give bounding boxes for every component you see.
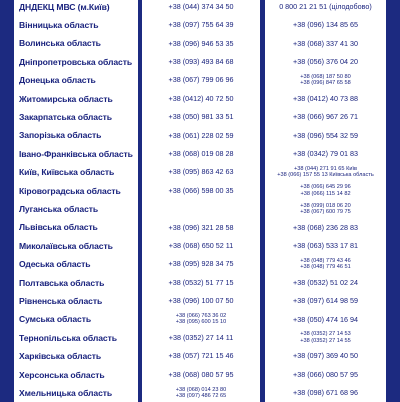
- phone-number[interactable]: +38 (068) 014 23 80: [175, 386, 227, 393]
- phone-secondary-cell: [265, 273, 386, 292]
- phone-number[interactable]: +38 (044) 271 91 65 Київ: [293, 165, 357, 172]
- region-cell: [14, 218, 138, 237]
- region-name: Сумська область: [19, 314, 91, 325]
- region-name: Херсонська область: [19, 369, 105, 380]
- phone-secondary-cell: [265, 126, 386, 145]
- phone-number[interactable]: +38 (097) 369 40 50: [293, 351, 358, 361]
- table-row: [0, 52, 400, 71]
- phone-number[interactable]: +38 (093) 493 84 68: [168, 56, 234, 66]
- phone-secondary-cell: [265, 199, 386, 218]
- phone-number[interactable]: 0 800 21 21 51 (цілодобово): [279, 1, 372, 11]
- phone-primary-cell: [142, 163, 260, 182]
- phone-primary-cell: [142, 347, 260, 366]
- phone-secondary-cell: [265, 144, 386, 163]
- phone-number[interactable]: +38 (063) 533 17 81: [293, 240, 358, 250]
- phone-primary-cell: [142, 328, 260, 347]
- phone-number[interactable]: +38 (066) 080 57 95: [293, 369, 358, 379]
- region-name: Запорізька область: [19, 130, 102, 141]
- phone-number[interactable]: +38 (096) 100 07 50: [168, 296, 234, 306]
- table-row: [0, 365, 400, 384]
- phone-secondary-cell: [265, 310, 386, 329]
- table-row: [0, 328, 400, 347]
- table-row: [0, 107, 400, 126]
- phone-primary-cell: [142, 15, 260, 34]
- phone-number[interactable]: +38 (050) 981 33 51: [168, 112, 234, 122]
- region-cell: [14, 347, 138, 366]
- region-cell: [14, 273, 138, 292]
- phone-primary-cell: [142, 236, 260, 255]
- region-cell: [14, 199, 138, 218]
- phone-number[interactable]: +38 (044) 374 34 50: [168, 1, 234, 11]
- phone-secondary-cell: [265, 71, 386, 90]
- region-name: Харківська область: [19, 351, 102, 362]
- phone-primary-cell: [142, 52, 260, 71]
- table-row: [0, 15, 400, 34]
- phone-number[interactable]: +38 (0352) 27 14 53: [300, 331, 351, 338]
- region-name: Волинська область: [19, 38, 101, 49]
- phone-number[interactable]: +38 (097) 486 72 65: [175, 392, 227, 399]
- phone-primary-cell: [142, 218, 260, 237]
- region-name: Дніпропетровська область: [19, 56, 133, 67]
- phone-secondary-cell: [265, 383, 386, 402]
- phone-primary-cell: [142, 383, 260, 402]
- region-name: Київ, Київська область: [19, 167, 115, 178]
- region-cell: [14, 255, 138, 274]
- table-row: [0, 34, 400, 53]
- phone-number[interactable]: +38 (0412) 40 72 50: [168, 93, 234, 103]
- region-name: Луганська область: [19, 203, 99, 214]
- region-cell: [14, 163, 138, 182]
- phone-number[interactable]: +38 (068) 236 28 83: [293, 222, 358, 232]
- phone-number[interactable]: +38 (068) 019 08 28: [168, 148, 234, 158]
- phone-number[interactable]: +38 (067) 799 06 96: [168, 75, 234, 85]
- table-row: [0, 181, 400, 200]
- region-name: Житомирська область: [19, 93, 113, 104]
- phone-primary-cell: [142, 107, 260, 126]
- table-row: [0, 126, 400, 145]
- region-cell: [14, 0, 138, 16]
- table-row: [0, 310, 400, 329]
- phone-number[interactable]: +38 (048) 779 46 51: [300, 264, 351, 271]
- phone-secondary-cell: [265, 89, 386, 108]
- table-row: [0, 218, 400, 237]
- phone-number[interactable]: +38 (061) 228 02 59: [168, 130, 234, 140]
- phone-number[interactable]: +38 (050) 474 16 94: [293, 314, 358, 324]
- region-cell: [14, 89, 138, 108]
- table-row: [0, 163, 400, 182]
- phone-primary-cell: [142, 126, 260, 145]
- region-cell: [14, 126, 138, 145]
- region-name: Львівська область: [19, 222, 98, 233]
- phone-primary-cell: [142, 181, 260, 200]
- phone-number[interactable]: +38 (097) 614 98 59: [293, 296, 358, 306]
- phone-secondary-cell: [265, 163, 386, 182]
- region-cell: [14, 328, 138, 347]
- phone-secondary-cell: [265, 365, 386, 384]
- phone-secondary-cell: [265, 328, 386, 347]
- phone-number[interactable]: +38 (068) 650 52 11: [168, 240, 234, 250]
- phone-number[interactable]: +38 (068) 337 41 30: [293, 38, 358, 48]
- region-name: Хмельницька область: [19, 387, 113, 398]
- phone-primary-cell: [142, 71, 260, 90]
- phone-number[interactable]: +38 (096) 946 53 35: [168, 38, 234, 48]
- phone-number[interactable]: +38 (066) 967 26 71: [293, 112, 358, 122]
- phone-secondary-cell: [265, 236, 386, 255]
- phone-secondary-cell: [265, 181, 386, 200]
- phone-secondary-cell: [265, 107, 386, 126]
- region-name: Кіровоградська область: [19, 185, 121, 196]
- phone-primary-cell: [142, 255, 260, 274]
- phone-number[interactable]: +38 (057) 721 15 46: [168, 351, 234, 361]
- table-row: [0, 291, 400, 310]
- table-row: [0, 144, 400, 163]
- phone-number[interactable]: +38 (066) 115 14 82: [300, 190, 351, 197]
- region-name: Полтавська область: [19, 277, 105, 288]
- region-cell: [14, 310, 138, 329]
- phone-primary-cell: [142, 34, 260, 53]
- phone-number[interactable]: +38 (095) 600 15 10: [175, 319, 227, 326]
- table-row: [0, 0, 400, 16]
- phone-secondary-cell: [265, 0, 386, 16]
- phone-primary-cell: [142, 273, 260, 292]
- table-row: [0, 236, 400, 255]
- phone-number[interactable]: +38 (0342) 79 01 83: [293, 148, 358, 158]
- phone-primary-cell: [142, 310, 260, 329]
- phone-primary-cell: [142, 365, 260, 384]
- table-row: [0, 71, 400, 90]
- region-cell: [14, 34, 138, 53]
- phone-number[interactable]: +38 (099) 018 06 20: [300, 202, 351, 209]
- phone-number[interactable]: +38 (066) 598 00 35: [168, 185, 234, 195]
- region-cell: [14, 52, 138, 71]
- region-name: Тернопільська область: [19, 332, 117, 343]
- region-name: Рівненська область: [19, 295, 103, 306]
- region-name: Донецька область: [19, 75, 96, 86]
- phone-number[interactable]: +38 (048) 779 43 46: [300, 257, 351, 264]
- region-cell: [14, 236, 138, 255]
- region-cell: [14, 15, 138, 34]
- region-name: ДНДЕКЦ МВС (м.Київ): [19, 1, 110, 12]
- phone-secondary-cell: [265, 218, 386, 237]
- phone-number[interactable]: +38 (095) 928 34 75: [168, 259, 234, 269]
- phone-secondary-cell: [265, 291, 386, 310]
- region-cell: [14, 383, 138, 402]
- region-cell: [14, 181, 138, 200]
- phone-secondary-cell: [265, 347, 386, 366]
- phone-number[interactable]: +38 (095) 863 42 63: [168, 167, 234, 177]
- region-name: Вінницька область: [19, 19, 99, 30]
- phone-number[interactable]: +38 (098) 671 68 96: [293, 388, 358, 398]
- phone-primary-cell: [142, 291, 260, 310]
- table-row: [0, 89, 400, 108]
- region-name: Миколаївська область: [19, 240, 113, 251]
- phone-number[interactable]: +38 (0412) 40 73 88: [293, 93, 358, 103]
- phone-primary-cell: [142, 0, 260, 16]
- phone-number[interactable]: +38 (0352) 27 14 11: [168, 332, 234, 342]
- table-row: [0, 383, 400, 402]
- phone-number[interactable]: +38 (0532) 51 77 15: [168, 277, 234, 287]
- table-row: [0, 273, 400, 292]
- region-name: Закарпатська область: [19, 111, 112, 122]
- phone-secondary-cell: [265, 34, 386, 53]
- region-cell: [14, 365, 138, 384]
- phone-number[interactable]: +38 (096) 554 32 59: [293, 130, 358, 140]
- phone-number[interactable]: +38 (068) 187 50 80: [300, 73, 351, 80]
- phone-number[interactable]: +38 (066) 157 55 13 Київська область: [277, 172, 374, 179]
- phone-number[interactable]: +38 (0532) 51 02 24: [293, 277, 358, 287]
- region-cell: [14, 144, 138, 163]
- phone-number[interactable]: +38 (097) 755 64 39: [168, 20, 234, 30]
- phone-primary-cell: [142, 144, 260, 163]
- region-name: Одеська область: [19, 259, 91, 270]
- phone-number[interactable]: +38 (068) 080 57 95: [168, 369, 234, 379]
- phone-secondary-cell: [265, 52, 386, 71]
- phone-number[interactable]: +38 (096) 847 65 58: [300, 80, 351, 87]
- phone-secondary-cell: [265, 15, 386, 34]
- phone-number[interactable]: +38 (067) 600 79 75: [300, 208, 351, 215]
- region-cell: [14, 291, 138, 310]
- phone-primary-cell: [142, 89, 260, 108]
- phone-number[interactable]: +38 (096) 134 85 65: [293, 20, 358, 30]
- region-cell: [14, 71, 138, 90]
- region-name: Івано-Франківська область: [19, 148, 133, 159]
- table-row: [0, 199, 400, 218]
- phone-primary-cell: [142, 199, 260, 218]
- table-row: [0, 347, 400, 366]
- phone-secondary-cell: [265, 255, 386, 274]
- phone-number[interactable]: +38 (0352) 27 14 55: [300, 337, 351, 344]
- phone-number[interactable]: +38 (066) 763 36 02: [175, 313, 227, 320]
- phone-number[interactable]: +38 (066) 645 29 96: [300, 184, 351, 191]
- table-row: [0, 255, 400, 274]
- phone-number[interactable]: +38 (056) 376 04 20: [293, 56, 358, 66]
- region-cell: [14, 107, 138, 126]
- phone-number[interactable]: +38 (096) 321 28 58: [168, 222, 234, 232]
